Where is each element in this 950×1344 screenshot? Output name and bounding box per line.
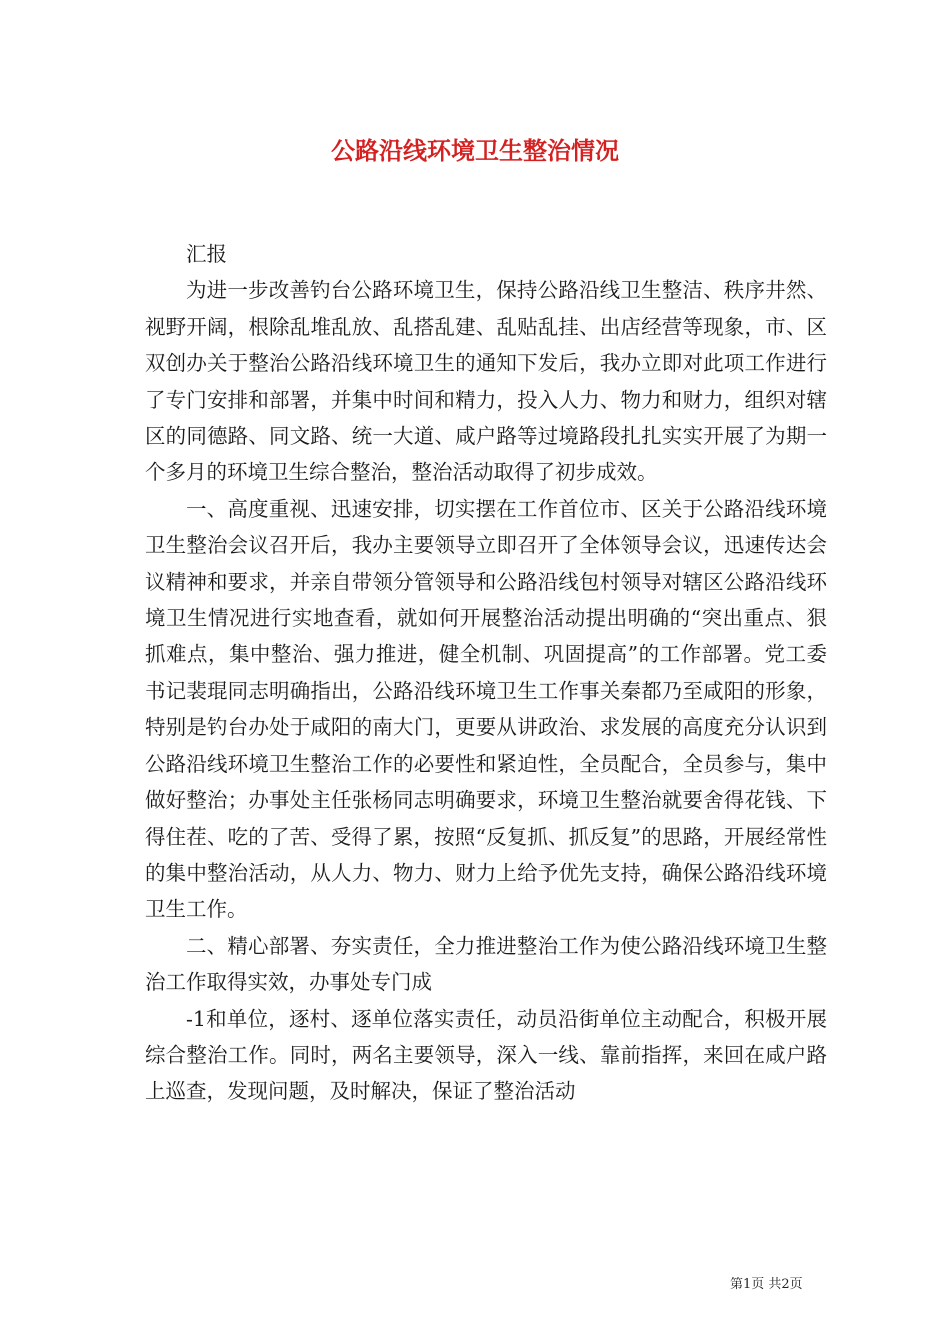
paragraph-section-two: 二、精心部署、夯实责任，全力推进整治工作为使公路沿线环境卫生整治工作取得实效，办事处专门成 <box>145 933 827 995</box>
document-title: 公路沿线环境卫生整治情况 <box>331 136 619 165</box>
document-body <box>145 236 827 1110</box>
paragraph-section-one: 一、高度重视、迅速安排，切实摆在工作首位市、区关于公路沿线环境卫生整治会议召开后，我办主要领导立即召开了全体领导会议，迅速传达会议精神和要求，并亲自带领分管领导和公路沿线包村领导对辖区公路沿线环境卫生情况进行实地查看，就如何开展整治活动提出明确的“突出重点、狠抓难点，集中整治、强力推进，健全机制、巩固提高”的工作部署。党工委书记裴琨同志明确指出，公路沿线环境卫生工作事关秦都乃至咸阳的形象，特别是钓台办处于咸阳的南大门，更要从讲政治、求发展的高度充分认识到公路沿线环境卫生整治工作的必要性和紧迫性，全员配合，全员参与，集中做好整治；办事处主任张杨同志明确要求，环境卫生整治就要舍得花钱、下得住茬、吃的了苦、受得了累，按照“反复抓、抓反复”的思路，开展经常性的集中整治活动，从人力、物力、财力上给予优先支持，确保公路沿线环境卫生工作。 <box>145 496 827 922</box>
paragraph-intro: 为进一步改善钓台公路环境卫生，保持公路沿线卫生整洁、秩序井然、视野开阔，根除乱堆乱放、乱搭乱建、乱贴乱挂、出店经营等现象，市、区双创办关于整治公路沿线环境卫生的通知下发后，我办立即对此项工作进行了专门安排和部署，并集中时间和精力，投入人力、物力和财力，组织对辖区的同德路、同文路、统一大道、咸户路等过境路段扎扎实实开展了为期一个多月的环境卫生综合整治，整治活动取得了初步成效。 <box>145 278 827 485</box>
paragraph-continued: -1和单位，逐村、逐单位落实责任，动员沿街单位主动配合，积极开展综合整治工作。同时，两名主要领导，深入一线、靠前指挥，来回在咸户路上巡查，发现问题，及时解决，保证了整治活动 <box>145 1006 827 1104</box>
page-number: 第1页 共2页 <box>730 1277 803 1292</box>
report-label: 汇报 <box>186 242 227 266</box>
